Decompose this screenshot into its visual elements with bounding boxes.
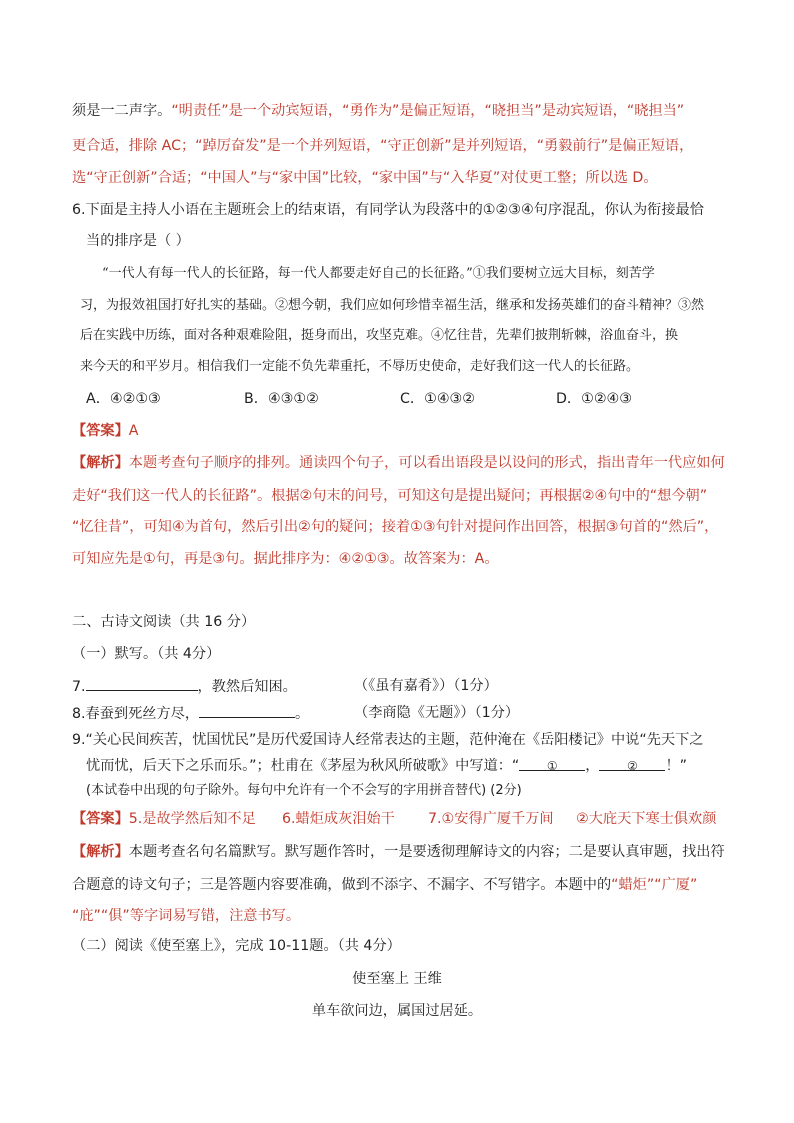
q6-answer xyxy=(72,421,138,441)
q7-line: 7. ，教然后知困。 xyxy=(72,676,297,697)
sec2-answer: 【答案】5.是故学然后知不足 xyxy=(72,811,256,827)
q9-blank-2[interactable]: ② xyxy=(599,756,665,771)
q9-line-1: 9.“关心民间疾苦，忧国忧民”是历代爱国诗人经常表达的主题，范仲淹在《岳阳楼记》中说“先天下之 xyxy=(72,732,704,748)
q6-stem-2: 当的排序是（ ） xyxy=(86,233,190,249)
top-line-2: 更合适，排除 AC；“踔厉奋发”是一个并列短语，“守正创新”是并列短语，“勇毅前行”是偏正短语， xyxy=(72,138,694,154)
q8-line: 8.春蚕到死丝方尽， 。 xyxy=(72,703,309,724)
q6-passage-1: “一代人有每一代人的长征路，每一代人都要走好自己的长征路。”①我们要树立远大目标，刻苦学 xyxy=(102,266,655,281)
sec2-analysis-3: “庇”“俱”等字词易写错，注意书写。 xyxy=(72,908,301,924)
poem-title: 使至塞上 王维 xyxy=(352,971,442,987)
q8-blank[interactable] xyxy=(199,703,295,718)
q9-blank-1[interactable]: ① xyxy=(519,756,585,771)
q8-source: （李商隐《无题》）（1分） xyxy=(354,705,520,721)
sec2-answer-3: 7.①安得广厦千万间 xyxy=(428,811,554,827)
q7-blank[interactable] xyxy=(86,676,198,691)
section-2-title: 二、古诗文阅读（共 16 分） xyxy=(72,614,256,630)
q6-analysis-4: 可知应先是①句，再是③句。据此排序为：④②①③。故答案为：A。 xyxy=(72,551,499,567)
q9-line-2: 忧而忧，后天下之乐而乐。”；杜甫在《茅屋为秋风所破歌》中写道：“ ① ， ② ！” xyxy=(86,758,687,774)
q6-option-c: C．①④③② xyxy=(400,391,475,407)
analysis-tag: 【解析】 xyxy=(72,455,129,471)
section-2-sub-2: （二）阅读《使至塞上》，完成 10-11题。（共 4分） xyxy=(72,938,401,954)
q9-line-3: (本试卷中出现的句子除外。每句中允许有一个不会写的字用拼音替代) (2分) xyxy=(86,783,522,798)
q6-analysis-2: 走好“我们这一代人的长征路”。根据②句末的问号，可知这句是提出疑问；再根据②④句中的“想今朝” xyxy=(72,488,708,504)
sec2-answer-2: 6.蜡炬成灰泪始干 xyxy=(282,811,395,827)
analysis-tag: 【解析】 xyxy=(72,844,129,860)
answer-tag: 【答案】 xyxy=(72,423,129,439)
q6-option-d: D．①②④③ xyxy=(556,391,632,407)
answer-tag: 【答案】 xyxy=(72,811,129,827)
q6-stem-1: 6.下面是主持人小语在主题班会上的结束语，有同学认为段落中的①②③④句序混乱，你认为衔接最恰 xyxy=(72,202,704,218)
q6-passage-3: 后在实践中历练，面对各种艰难险阻，挺身而出，攻坚克难。④忆往昔，先辈们披荆斩棘，浴血奋斗，换 xyxy=(80,328,679,343)
q6-analysis-3: “忆往昔”，可知④为首句，然后引出②句的疑问；接着①③句针对提问作出回答，根据③句首的“然后”， xyxy=(72,519,719,535)
answer-value: A xyxy=(128,423,139,439)
sec2-answer-4: ②大庇天下寒士俱欢颜 xyxy=(576,811,717,827)
q6-analysis-1: 【解析】本题考查句子顺序的排列。通读四个句子，可以看出语段是以设问的形式，指出青年一代应如何 xyxy=(72,455,725,471)
q6-option-b: B．④③①② xyxy=(244,391,319,407)
sec2-analysis-1: 【解析】本题考查名句名篇默写。默写题作答时，一是要透彻理解诗文的内容；二是要认真审题，找出符 xyxy=(72,844,725,860)
poem-line-1: 单车欲问边，属国过居延。 xyxy=(311,1003,483,1019)
top-line-1: 须是一二声字。“明责任”是一个动宾短语，“勇作为”是偏正短语，“晓担当”是动宾短语，“晓担当” xyxy=(72,103,685,119)
q6-option-a: A．④②①③ xyxy=(86,391,161,407)
top-line-3: 选“守正创新”合适；“中国人”与“家中国”比较，“家中国”与“入华夏”对仗更工整；所以选 D。 xyxy=(72,170,658,186)
q6-passage-2: 习，为报效祖国打好扎实的基础。②想今朝，我们应如何珍惜幸福生活，继承和发扬英雄们的奋斗精神？③然 xyxy=(80,298,705,313)
q6-passage-4: 来今天的和平岁月。相信我们一定能不负先辈重托，不辱历史使命，走好我们这一代人的长征路。 xyxy=(80,359,640,374)
section-2-sub-1: （一）默写。（共 4分） xyxy=(72,646,221,662)
q7-source: （《虽有嘉肴》）（1分） xyxy=(354,678,498,694)
sec2-analysis-2: 合题意的诗文句子；三是答题内容要准确，做到不添字、不漏字、不写错字。本题中的“蜡炬”“广厦” xyxy=(72,877,698,893)
